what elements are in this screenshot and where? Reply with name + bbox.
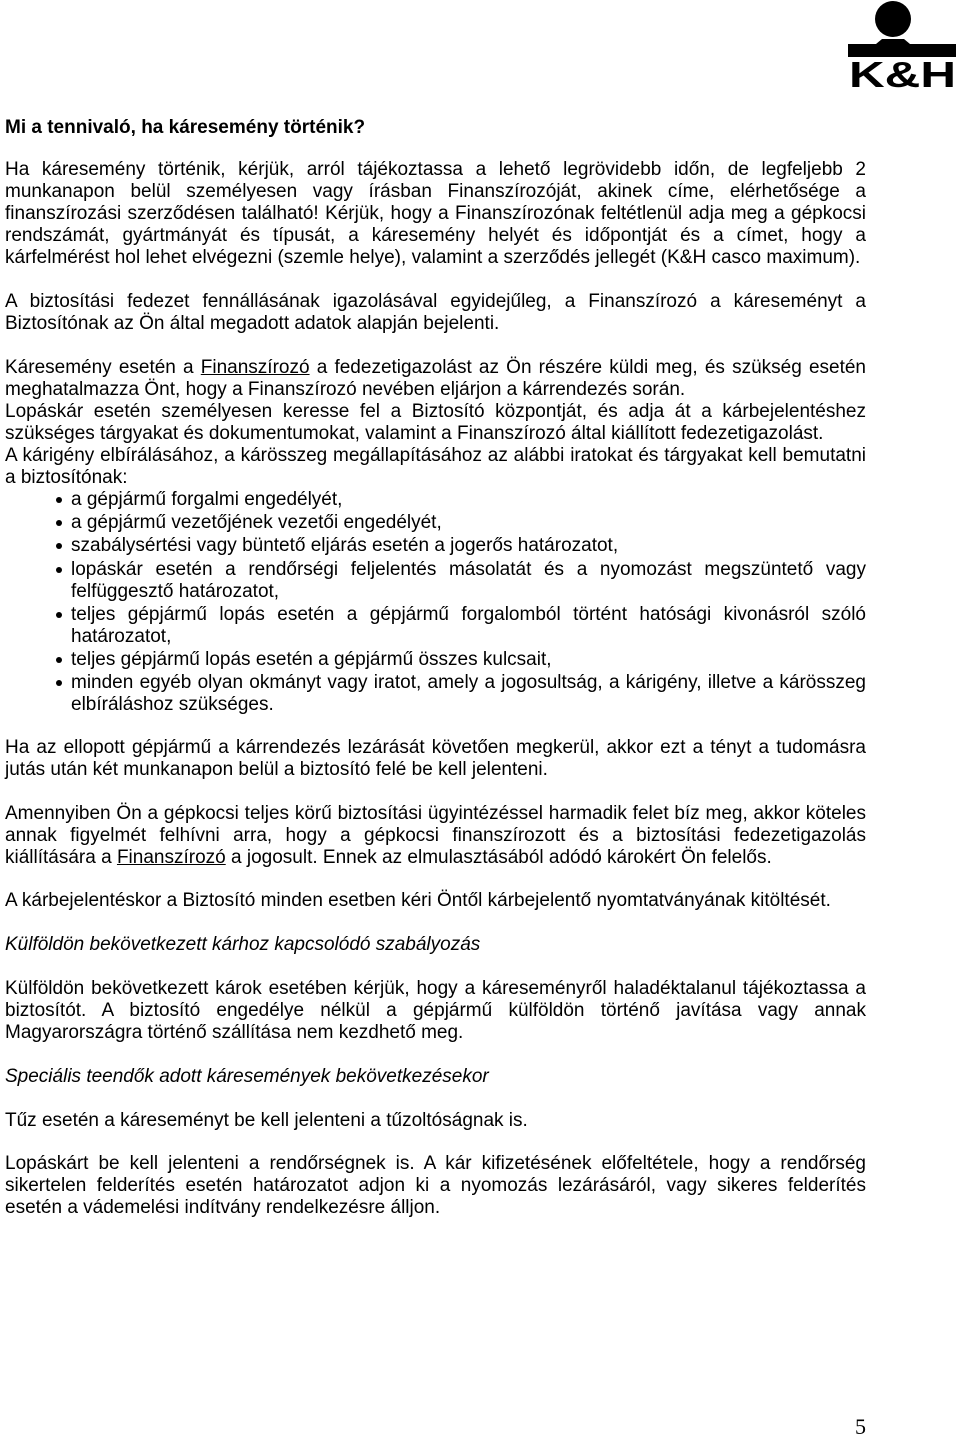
section-heading-abroad: Külföldön bekövetkezett kárhoz kapcsolódó szabályozás [5,934,481,956]
bullet-icon [56,567,62,573]
underlined-term-financier: Finanszírozó [200,357,310,378]
bullet-icon [56,612,62,618]
paragraph-third-party [5,803,866,869]
third-party-text-pre: Amennyiben Ön a gépkocsi teljes körű biztosítási ügyintézéssel harmadik felet bíz meg, akkor köteles annak figyelmét felhívni arra, hogy a gépkocsi finanszírozott és a biztosítási fedezetigazolás kiállítására a [5,803,866,869]
list-item [71,649,866,671]
paragraph-theft: Lopáskár esetén személyesen keresse fel a Biztosító központját, és adja át a kárbejelentéshez szükséges tárgyakat és dokumentumokat, valamint a Finanszírozó által kiállított fedezetigazolást. [5,401,866,444]
page-number: 5 [855,1414,866,1439]
bullet-icon [56,680,62,686]
bullet-icon [56,543,62,549]
list-item [71,512,866,534]
paragraph-notice: A biztosítási fedezet fennállásának igazolásával egyidejűleg, a Finanszírozó a káreseményt a Biztosítónak az Ön által megadott adatok alapján bejelenti. [5,291,866,334]
list-item-text: lopáskár esetén a rendőrségi feljelentés másolatát és a nyomozást megszüntető vagy felfüggesztő határozatot, [71,558,866,602]
paragraph-documents-intro: A kárigény elbírálásához, a kárösszeg megállapításához az alábbi iratokat és tárgyakat kell bemutatni a biztosítónak: [5,445,866,488]
paragraph-recovered-vehicle: Ha az ellopott gépjármű a kárrendezés lezárását követően megkerül, akkor ezt a tényt a tudomásra jutás után két munkanapon belül a biztosító felé be kell jelenteni. [5,737,866,781]
third-party-text-post: a jogosult. Ennek az elmulasztásából adódó károkért Ön felelős. [225,847,772,869]
bullet-icon [56,497,62,503]
certificate-text-post: a fedezetigazolást az Ön részére küldi meg, és szükség esetén meghatalmazza Önt, hogy a Finanszírozó nevében eljárjon a kárrendezés során. [5,357,866,400]
list-item-text: a gépjármű vezetőjének vezetői engedélyét, [71,512,442,534]
document-body [5,117,866,1219]
list-item [71,604,866,648]
paragraph-claim-form: A kárbejelentéskor a Biztosító minden esetben kéri Öntől kárbejelentő nyomtatványának kitöltését. [5,890,831,912]
bullet-icon [56,520,62,526]
list-item-text: minden egyéb olyan okmányt vagy iratot, amely a jogosultság, a kárigény, illetve a kárösszeg elbíráláshoz szükséges. [71,672,866,716]
list-item-text: teljes gépjármű lopás esetén a gépjármű összes kulcsait, [71,648,552,670]
list-item [71,672,866,716]
list-item-text: szabálysértési vagy büntető eljárás esetén a jogerős határozatot, [71,535,619,557]
list-item [71,535,866,557]
logo-wordmark: K&H [849,54,956,90]
paragraph-certificate [5,357,866,401]
section-heading-special: Speciális teendők adott káresemények bekövetkezésekor [5,1066,489,1088]
page-title: Mi a tennivaló, ha káresemény történik? [5,117,366,138]
paragraph-abroad: Külföldön bekövetkezett károk esetében kérjük, hogy a káreseményről haladéktalanul tájékoztassa a biztosítót. A biztosító engedélye nélkül a gépjármű külföldön történő javítása vagy annak Magyarországra történő szállítása nem kezdhető meg. [5,978,866,1044]
logo-ball-shape [875,1,911,37]
bullet-icon [56,657,62,663]
required-documents-list [5,489,866,716]
list-item-text: a gépjármű forgalmi engedélyét, [71,489,343,510]
underlined-term-financier: Finanszírozó [116,847,226,869]
bank-logo [846,0,958,90]
list-item [71,559,866,603]
paragraph-theft-police: Lopáskárt be kell jelenteni a rendőrségnek is. A kár kifizetésének előfeltétele, hogy a rendőrség sikertelen felderítés esetén határozatot adjon ki a nyomozás lezárásáról, vagy sikeres felderítés esetén a vádemelési indítvány rendelkezésre álljon. [5,1153,866,1219]
list-item [71,489,866,511]
list-item-text: teljes gépjármű lopás esetén a gépjármű forgalomból történt hatósági kivonásról szóló határozatot, [71,603,866,647]
paragraph-fire: Tűz esetén a káreseményt be kell jelenteni a tűzoltóságnak is. [5,1110,528,1132]
paragraph-reporting: Ha káresemény történik, kérjük, arról tájékoztassa a lehető legrövidebb időn, de legfeljebb 2 munkanapon belül személyesen vagy írásban Finanszírozóját, akinek címe, elérhetősége a finanszírozási szerződésen található! Kérjük, hogy a Finanszírozónak feltétlenül adja meg a gépkocsi rendszámát, gyártmányát és típusát, a káresemény helyét és időpontját és a címet, hogy a kárfelmérést hol lehet elvégezni (szemle helye), valamint a szerződés jellegét (K&H casco maximum). [5,159,866,268]
certificate-text-pre: Káresemény esetén a [5,357,201,378]
